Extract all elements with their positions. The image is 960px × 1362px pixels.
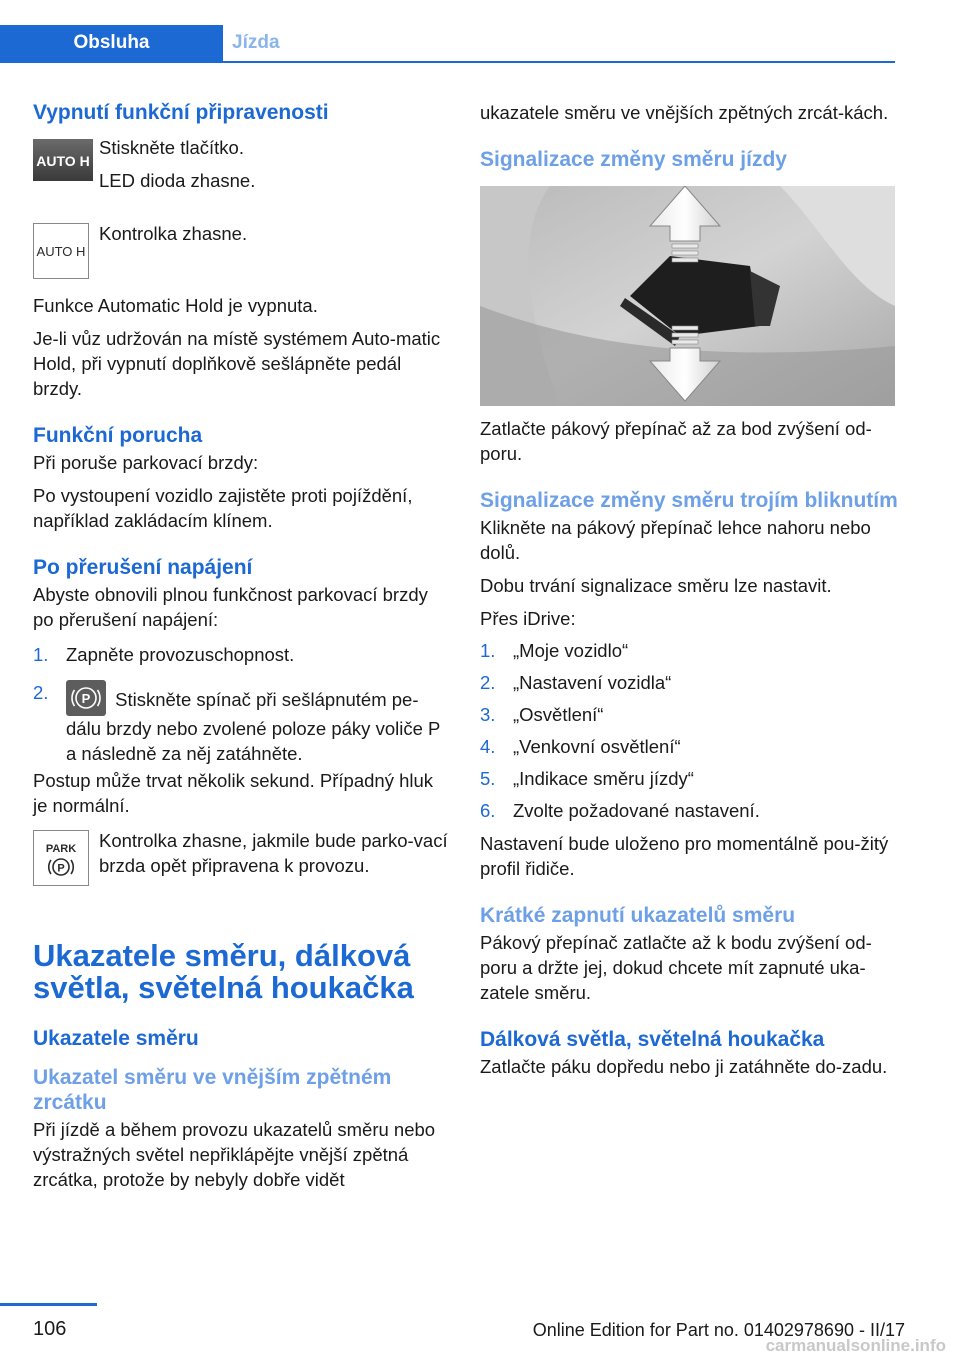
disabled-text: Funkce Automatic Hold je vypnuta. <box>33 295 318 316</box>
short-text: Pákový přepínač zatlačte až k bodu zvýšení od-poru a držte jej, dokud chcete mít zapnuté uka-zatele směru. <box>480 932 872 1003</box>
mirror-text: Při jízdě a během provozu ukazatelů směru nebo výstražných světel nepřiklápějte vnější zpětná zrcátka, protože by nebyly dobře vidět <box>33 1119 436 1190</box>
list-item: 4. „Venkovní osvětlení“ <box>480 736 681 757</box>
tab-jizda[interactable]: Jízda <box>232 32 280 53</box>
svg-text:P: P <box>57 862 65 875</box>
autoh-lamp-icon <box>33 223 89 284</box>
lamp-off-text: Kontrolka zhasne. <box>99 223 248 244</box>
list-item: 1. Zapněte provozuschopnost. <box>33 644 295 665</box>
saved-text: Nastavení bude uloženo pro momentálně pou-žitý profil řidiče. <box>480 833 889 879</box>
heading-beam: Dálková světla, světelná houkačka <box>480 1028 825 1051</box>
list-item: 3. „Osvětlení“ <box>480 704 604 725</box>
park-lamp-text: Kontrolka zhasne, jakmile bude parko-vací brzda opět připravena k provozu. <box>99 830 448 876</box>
list-item: 1. „Moje vozidlo“ <box>480 640 629 661</box>
tap-lever-text: Klikněte na pákový přepínač lehce nahoru nebo dolů. <box>480 517 871 563</box>
idrive-text: Přes iDrive: <box>480 608 576 629</box>
right-column <box>480 100 898 1079</box>
svg-text:P: P <box>81 691 91 706</box>
idrive-menu-list <box>480 638 898 823</box>
press-button-text: Stiskněte tlačítko. <box>99 137 244 158</box>
heading-readiness-off: Vypnutí funkční připravenosti <box>33 101 329 124</box>
section-tabbar <box>0 25 895 63</box>
watermark: carmanualsonline.info <box>765 1336 946 1355</box>
park-lamp-block <box>33 828 451 898</box>
autoh-button-icon <box>33 139 93 186</box>
duration-text: Dobu trvání signalizace směru lze nastavit. <box>480 575 832 596</box>
heading-power: Po přerušení napájení <box>33 556 253 579</box>
page-number: 106 <box>33 1318 67 1340</box>
park-lamp-icon <box>33 830 89 891</box>
footer-rule <box>0 1303 97 1306</box>
power-text: Abyste obnovili plnou funkčnost parkovací brzdy po přerušení napájení: <box>33 584 428 630</box>
list-item: 2. P Stiskněte spínač při sešlápnutém pe-dálu brzdy nebo zvolené poloze páky voliče P a následně za něj zatáhněte. <box>33 682 441 764</box>
procedure-text: Postup může trvat několik sekund. Případný hluk je normální. <box>33 770 434 816</box>
tab-obsluha[interactable]: Obsluha <box>0 25 223 61</box>
svg-text:AUTO H: AUTO H <box>36 244 86 259</box>
parking-brake-switch-icon <box>66 680 106 716</box>
list-item: 6. Zvolte požadované nastavení. <box>480 800 760 821</box>
heading-turn-signals: Ukazatele směru <box>33 1027 199 1050</box>
heading-short: Krátké zapnutí ukazatelů směru <box>480 904 796 927</box>
fault-text-2: Po vystoupení vozidlo zajistěte proti pojíždění, například zakládacím klínem. <box>33 485 413 531</box>
left-column <box>33 100 451 1192</box>
mirror-text-continued: ukazatele směru ve vnějších zpětných zrcát-kách. <box>480 102 889 123</box>
turn-lever-photo <box>480 186 898 406</box>
svg-text:PARK: PARK <box>45 843 77 855</box>
list-item: 2. „Nastavení vozidla“ <box>480 672 672 693</box>
heading-mirror-signal: Ukazatel směru ve vnějším zpětném zrcátku <box>33 1066 392 1114</box>
heading-signal: Signalizace změny směru jízdy <box>480 148 787 171</box>
heading-triple: Signalizace změny směru trojím bliknutím <box>480 489 898 512</box>
edition-note: Online Edition for Part no. 01402978690 - II/17 <box>532 1320 905 1340</box>
heading-fault: Funkční porucha <box>33 424 203 447</box>
list-item: 5. „Indikace směru jízdy“ <box>480 768 694 789</box>
svg-text:AUTO H: AUTO H <box>36 153 90 169</box>
led-off-text: LED dioda zhasne. <box>99 170 256 191</box>
power-steps-list <box>33 642 451 766</box>
fault-text-1: Při poruše parkovací brzdy: <box>33 452 259 473</box>
autoh-lamp-block <box>33 221 451 279</box>
beam-text: Zatlačte páku dopředu nebo ji zatáhněte do-zadu. <box>480 1056 888 1077</box>
autoh-button-block <box>33 135 451 205</box>
heading-main: Ukazatele směru, dálková světla, světelná houkačka <box>33 938 414 1005</box>
push-lever-text: Zatlačte pákový přepínač až za bod zvýšení od-poru. <box>480 418 872 464</box>
held-text: Je-li vůz udržován na místě systémem Auto-matic Hold, při vypnutí doplňkově sešlápněte pedál brzdy. <box>33 328 441 399</box>
